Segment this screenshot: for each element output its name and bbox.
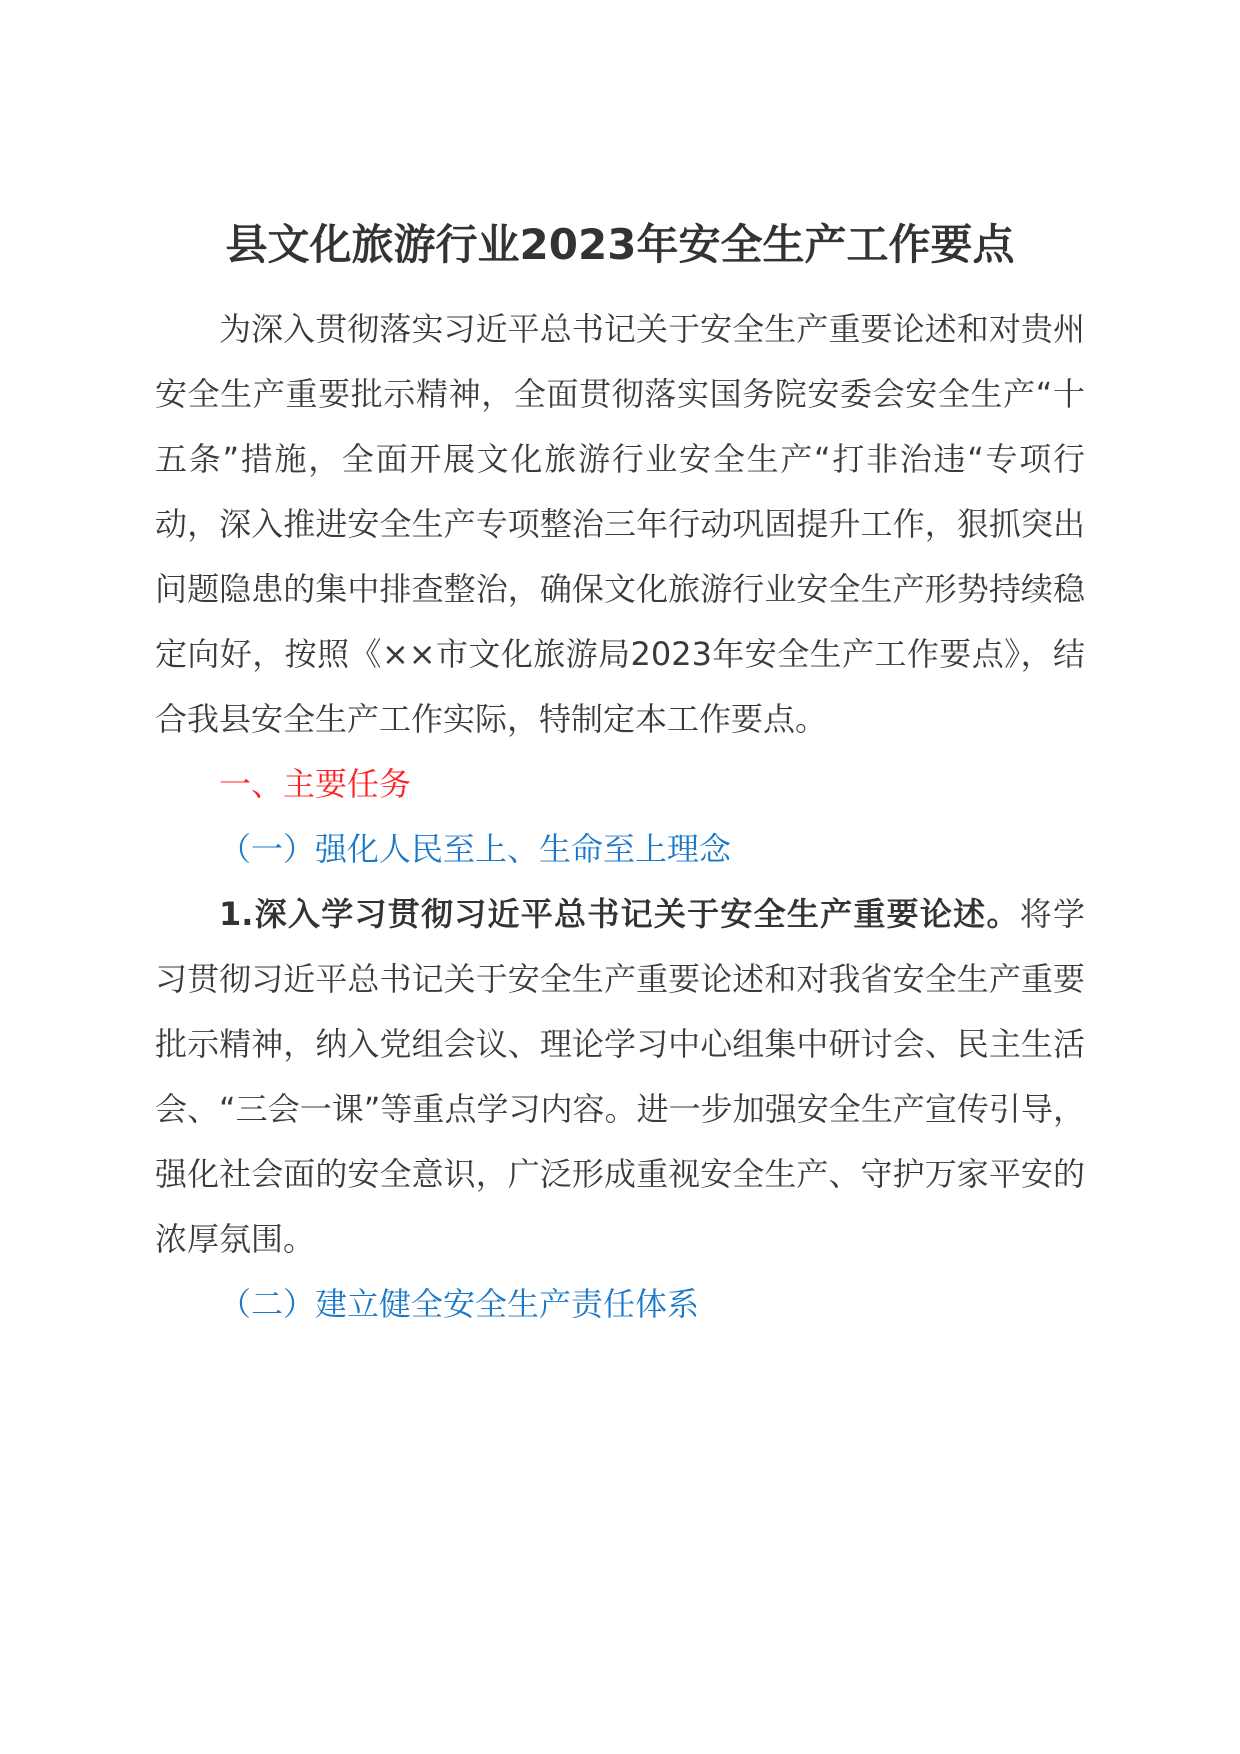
item-1-lead: 1.深入学习贯彻习近平总书记关于安全生产重要论述。 <box>219 895 1020 933</box>
intro-paragraph: 为深入贯彻落实习近平总书记关于安全生产重要论述和对贵州安全生产重要批示精神，全面贯彻落实国务院安委会安全生产“十五条”措施，全面开展文化旅游行业安全生产“打非治违“专项行动，深入推进安全生产专项整治三年行动巩固提升工作，狠抓突出问题隐患的集中排查整治，确保文化旅游行业安全生产形势持续稳定向好，按照《××市文化旅游局2023年安全生产工作要点》，结合我县安全生产工作实际，特制定本工作要点。 <box>155 310 1085 738</box>
section-heading-main-tasks: 一、主要任务 <box>219 765 412 803</box>
subsection-heading-responsibility-system: （二）建立健全安全生产责任体系 <box>219 1285 700 1323</box>
document-title: 县文化旅游行业2023年安全生产工作要点 <box>225 220 1015 269</box>
item-1-body: 将学习贯彻习近平总书记关于安全生产重要论述和对我省安全生产重要批示精神，纳入党组会议、理论学习中心组集中研讨会、民主生活会、“三会一课”等重点学习内容。进一步加强安全生产宣传引导，强化社会面的安全意识，广泛形成重视安全生产、守护万家平安的浓厚氛围。 <box>155 895 1085 1258</box>
document-page <box>155 215 1085 1337</box>
subsection-heading-people-first: （一）强化人民至上、生命至上理念 <box>219 830 732 868</box>
item-1-paragraph <box>155 882 1085 1272</box>
